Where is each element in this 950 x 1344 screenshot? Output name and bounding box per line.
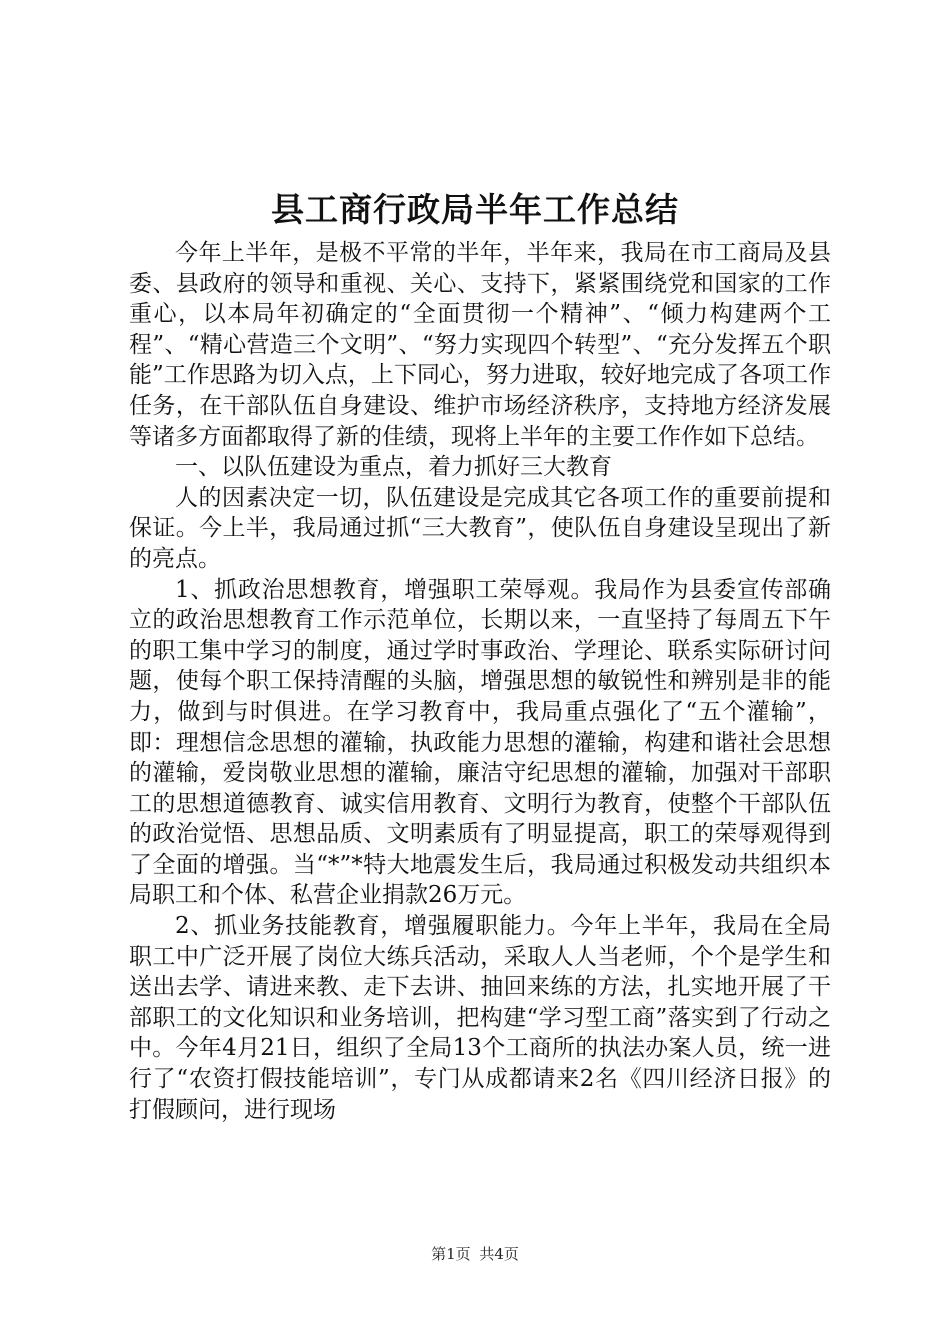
section-intro-paragraph: 人的因素决定一切，队伍建设是完成其它各项工作的重要前提和保证。今上半，我局通过抓“三大教育”，使队伍自身建设呈现出了新的亮点。 [129,484,831,572]
section-heading: 一、以队伍建设为重点，着力抓好三大教育 [175,454,612,481]
document-title: 县工商行政局半年工作总结 [271,190,679,229]
item-1-paragraph: 1、抓政治思想教育，增强职工荣辱观。我局作为县委宣传部确立的政治思想教育工作示范单位，长期以来，一直坚持了每周五下午的职工集中学习的制度，通过学时事政治、学理论、联系实际研讨问题，使每个职工保持清醒的头脑，增强思想的敏锐性和辨别是非的能力，做到与时俱进。在学习教育中，我局重点强化了“五个灌输”，即：理想信念思想的灌输，执政能力思想的灌输，构建和谐社会思想的灌输，爱岗敬业思想的灌输，廉洁守纪思想的灌输，加强对干部职工的思想道德教育、诚实信用教育、文明行为教育，使整个干部队伍的政治觉悟、思想品质、文明素质有了明显提高，职工的荣辱观得到了全面的增强。当“*”*特大地震发生后，我局通过积极发动共组织本局职工和个体、私营企业捐款26万元。 [129,576,831,909]
item-2-paragraph: 2、抓业务技能教育，增强履职能力。今年上半年，我局在全局职工中广泛开展了岗位大练兵活动，采取人人当老师，个个是学生和送出去学、请进来教、走下去讲、抽回来练的方法，扎实地开展了干部职工的文化知识和业务培训，把构建“学习型工商”落实到了行动之中。今年4月21日，组织了全局13个工商所的执法办案人员，统一进行了“农资打假技能培训”，专门从成都请来2名《四川经济日报》的打假顾问，进行现场 [129,913,831,1123]
intro-paragraph: 今年上半年，是极不平常的半年，半年来，我局在市工商局及县委、县政府的领导和重视、关心、支持下，紧紧围绕党和国家的工作重心，以本局年初确定的“全面贯彻一个精神”、“倾力构建两个工程”、“精心营造三个文明”、“努力实现四个转型”、“充分发挥五个职能”工作思路为切入点，上下同心，努力进取，较好地完成了各项工作任务，在干部队伍自身建设、维护市场经济秩序，支持地方经济发展等诸多方面都取得了新的佳绩，现将上半年的主要工作作如下总结。 [129,240,831,450]
page-total: 共4页 [479,1245,519,1263]
page-footer [0,1243,950,1264]
page-number: 第1页 [431,1245,471,1263]
document-body [129,238,831,1125]
